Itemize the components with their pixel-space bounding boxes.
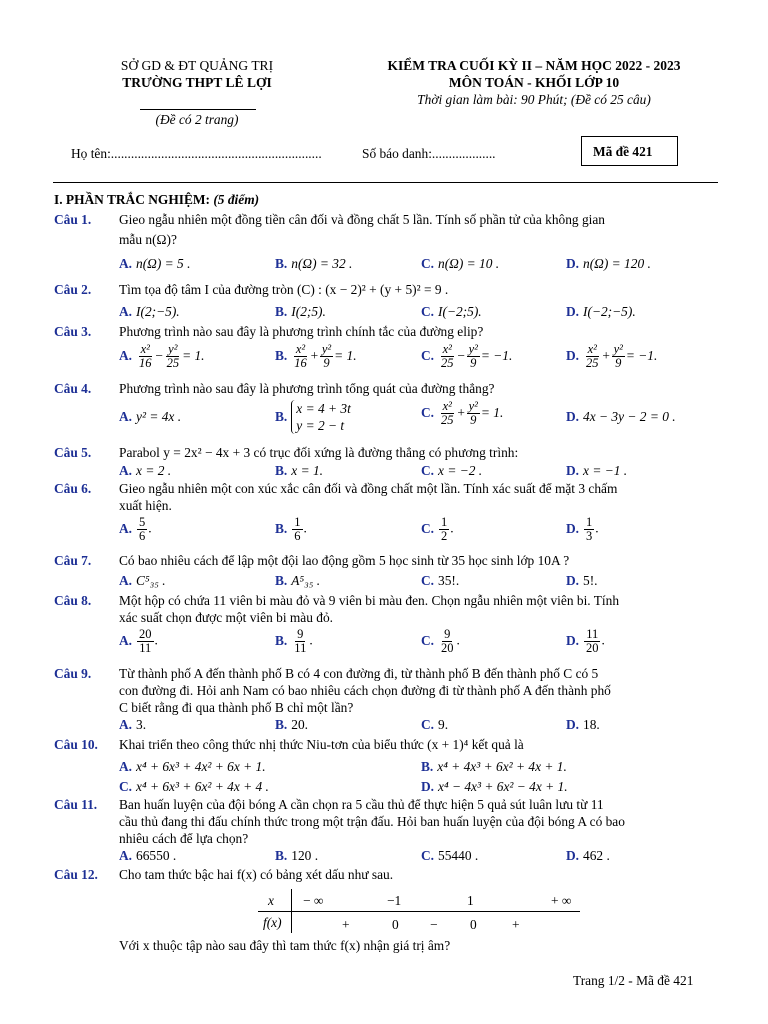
- option-7-b[interactable]: [275, 573, 320, 589]
- sign-table-zero-2: 0: [470, 917, 477, 932]
- option-letter: B.: [275, 848, 288, 863]
- option-letter: C.: [421, 463, 435, 478]
- question-text-8b: xác suất chọn được một viên bi màu đỏ.: [119, 610, 334, 625]
- question-text-5: Parabol y = 2x² − 4x + 3 có trục đối xứng là đường thẳng có phương trình:: [119, 445, 519, 460]
- question-label-11: Câu 11.: [54, 797, 98, 812]
- option-letter: B.: [275, 256, 288, 271]
- question-label-1: Câu 1.: [54, 212, 92, 227]
- question-label-10: Câu 10.: [54, 737, 98, 752]
- department-name: SỞ GD & ĐT QUẢNG TRỊ: [120, 58, 274, 73]
- option-1-d[interactable]: [566, 256, 651, 272]
- option-7-d[interactable]: [566, 573, 598, 589]
- exam-subject: MÔN TOÁN - KHỐI LỚP 10: [448, 75, 620, 90]
- option-letter: B.: [275, 520, 288, 536]
- question-text-9: Từ thành phố A đến thành phố B có 4 con đường đi, từ thành phố B đến thành phố C có 5: [119, 666, 599, 681]
- option-letter: C.: [421, 404, 435, 420]
- question-text-12b: Với x thuộc tập nào sau đây thì tam thức f(x) nhận giá trị âm?: [119, 938, 451, 953]
- option-4-a[interactable]: A. y² = 4x .: [119, 409, 182, 424]
- option-text: 18.: [583, 717, 600, 732]
- sign-table-neg-inf: − ∞: [303, 893, 324, 908]
- option-1-c[interactable]: [421, 256, 499, 272]
- option-text: 9.: [438, 717, 449, 732]
- option-letter: D.: [566, 463, 580, 478]
- option-letter: A.: [119, 256, 133, 271]
- option-11-b[interactable]: [275, 848, 318, 864]
- option-letter: A.: [119, 304, 133, 319]
- option-text: 5!.: [583, 573, 598, 588]
- option-text: 120 .: [291, 848, 319, 863]
- question-label-9: Câu 9.: [54, 666, 92, 681]
- option-3-d[interactable]: D. $\frac{\text{x²}}{25}$ + $\frac{\text{y²}}{9}$ = −1.: [566, 342, 658, 370]
- option-7-c[interactable]: [421, 573, 459, 589]
- option-letter: B.: [275, 632, 288, 648]
- option-text: I(2;−5).: [136, 304, 180, 319]
- option-text: 20.: [291, 717, 309, 732]
- question-text-3: Phương trình nào sau đây là phương trình chính tắc của đường elip?: [119, 324, 484, 339]
- option-letter: B.: [275, 717, 288, 732]
- option-11-d[interactable]: [566, 848, 610, 864]
- option-11-c[interactable]: [421, 848, 478, 864]
- exam-code: Mã đề 421: [593, 144, 653, 159]
- option-5-c[interactable]: [421, 463, 482, 479]
- option-text: x = 1.: [291, 463, 323, 478]
- option-6-a[interactable]: A. $\frac{5}{6}$ .: [119, 515, 152, 543]
- sign-table-sign-2: −: [430, 917, 438, 932]
- question-text-10: Khai triển theo công thức nhị thức Niu-tơn của biểu thức (x + 1)⁴ kết quả là: [119, 737, 524, 752]
- option-7-a[interactable]: [119, 573, 166, 589]
- option-letter: C.: [421, 848, 435, 863]
- option-text: I(2;5).: [291, 304, 326, 319]
- option-text: x = 2 .: [136, 463, 172, 478]
- option-4-b[interactable]: B. x = 4 + 3t y = 2 − t: [275, 401, 351, 433]
- question-text-9b: con đường đi. Hỏi anh Nam có bao nhiêu cách chọn đường đi từ thành phố A đến thành phố: [119, 683, 611, 698]
- option-text: n(Ω) = 120 .: [583, 256, 651, 271]
- question-label-4: Câu 4.: [54, 381, 92, 396]
- option-9-d[interactable]: [566, 717, 600, 733]
- option-letter: D.: [566, 632, 580, 648]
- question-text-8: Một hộp có chứa 11 viên bi màu đỏ và 9 viên bi màu đen. Chọn ngẫu nhiên một viên bi. Tính: [119, 593, 620, 608]
- option-4-d[interactable]: D. 4x − 3y − 2 = 0 .: [566, 409, 676, 424]
- header-divider: [53, 182, 718, 183]
- option-letter: D.: [566, 304, 580, 319]
- option-letter: A.: [119, 573, 133, 588]
- sign-table-sign-3: +: [512, 917, 520, 932]
- sign-table-sign-1: +: [342, 917, 350, 932]
- option-text: x⁴ + 4x³ + 6x² + 4x + 1.: [437, 759, 567, 774]
- option-text: x = −2 .: [438, 463, 483, 478]
- page-footer: Trang 1/2 - Mã đề 421: [573, 973, 694, 988]
- question-text-7: Có bao nhiêu cách để lập một đội lao động gồm 5 học sinh từ 35 học sinh lớp 10A ?: [119, 553, 570, 568]
- option-letter: D.: [566, 717, 580, 732]
- option-2-d[interactable]: [566, 304, 636, 320]
- question-text-4: Phương trình nào sau đây là phương trình tổng quát của đường thẳng?: [119, 381, 495, 396]
- option-text: C⁵₃₅ .: [136, 573, 166, 588]
- question-text-2: Tìm tọa độ tâm I của đường tròn (C) : (x − 2)² + (y + 5)² = 9 .: [119, 282, 449, 297]
- option-letter: C.: [421, 304, 435, 319]
- header-underline-left: [140, 109, 256, 110]
- question-text-9c: C biết rằng đi qua thành phố B chỉ một lần?: [119, 700, 354, 715]
- option-text: A⁵₃₅ .: [291, 573, 321, 588]
- option-letter: B.: [275, 573, 288, 588]
- question-label-2: Câu 2.: [54, 282, 92, 297]
- option-letter: A.: [119, 347, 133, 363]
- option-letter: D.: [566, 409, 580, 424]
- name-field-label: Họ tên:...............................................................: [71, 146, 322, 161]
- option-letter: B.: [275, 463, 288, 478]
- option-text: 3.: [136, 717, 147, 732]
- option-letter: A.: [119, 717, 133, 732]
- section-title: [54, 192, 259, 208]
- option-letter: B.: [275, 347, 288, 363]
- option-letter: C.: [421, 347, 435, 363]
- section-score: (5 điểm): [213, 192, 260, 207]
- option-text: x⁴ + 6x³ + 4x² + 6x + 1.: [136, 759, 266, 774]
- option-text: x = −1 .: [583, 463, 628, 478]
- question-label-12: Câu 12.: [54, 867, 98, 882]
- option-letter: A.: [119, 632, 133, 648]
- option-10-c[interactable]: [119, 779, 269, 795]
- option-8-c[interactable]: C. $\frac{9}{20}$ .: [421, 627, 460, 655]
- option-text: 55440 .: [438, 848, 479, 863]
- school-name: TRƯỜNG THPT LÊ LỢI: [122, 75, 272, 90]
- question-text-12: Cho tam thức bậc hai f(x) có bảng xét dấu như sau.: [119, 867, 394, 882]
- sign-table-zero-1: 0: [392, 917, 399, 932]
- option-letter: A.: [119, 848, 133, 863]
- question-text-11b: cầu thủ đang thi đấu chính thức trong một trận đấu. Hỏi ban huấn luyện của đội bóng A có bao: [119, 814, 625, 829]
- question-text-1b: mẫu n(Ω)?: [119, 232, 177, 247]
- option-8-d[interactable]: D. $\frac{11}{20}$ .: [566, 627, 605, 655]
- question-label-8: Câu 8.: [54, 593, 92, 608]
- sign-table-root-2: 1: [467, 893, 474, 908]
- option-1-a[interactable]: [119, 256, 190, 272]
- question-text-1: Gieo ngẫu nhiên một đồng tiền cân đối và đồng chất 5 lần. Tính số phần tử của không gian: [119, 212, 605, 227]
- sign-table-root-1: −1: [387, 893, 402, 908]
- question-label-7: Câu 7.: [54, 553, 92, 568]
- option-2-b[interactable]: [275, 304, 326, 320]
- option-letter: A.: [119, 463, 133, 478]
- option-6-c[interactable]: C. $\frac{1}{2}$ .: [421, 515, 454, 543]
- option-8-b[interactable]: B. $\frac{9}{11}$ .: [275, 627, 313, 655]
- option-letter: C.: [421, 632, 435, 648]
- option-2-c[interactable]: [421, 304, 482, 320]
- option-text: 35!.: [438, 573, 460, 588]
- option-text: n(Ω) = 10 .: [438, 256, 500, 271]
- id-field-label: Số báo danh:...................: [362, 146, 496, 161]
- option-9-a[interactable]: [119, 717, 146, 733]
- option-10-d[interactable]: [421, 779, 568, 795]
- option-letter: C.: [119, 779, 133, 794]
- option-9-b[interactable]: [275, 717, 308, 733]
- option-letter: C.: [421, 573, 435, 588]
- option-5-d[interactable]: [566, 463, 627, 479]
- option-text: x⁴ − 4x³ + 6x² − 4x + 1.: [438, 779, 568, 794]
- option-letter: B.: [275, 409, 288, 424]
- option-letter: D.: [566, 573, 580, 588]
- option-letter: A.: [119, 409, 133, 424]
- option-letter: D.: [421, 779, 435, 794]
- section-title-text: I. PHẦN TRẮC NGHIỆM:: [54, 192, 210, 207]
- exam-time-note: Thời gian làm bài: 90 Phút; (Đề có 25 câu): [417, 92, 651, 107]
- option-5-b[interactable]: [275, 463, 323, 479]
- question-label-5: Câu 5.: [54, 445, 92, 460]
- sign-table-x-label: x: [268, 893, 274, 908]
- option-9-c[interactable]: [421, 717, 448, 733]
- option-10-a[interactable]: [119, 759, 266, 775]
- option-text: I(−2;5).: [438, 304, 482, 319]
- option-4-c[interactable]: C. $\frac{\text{x²}}{25}$ + $\frac{\text{y²}}{9}$ = 1.: [421, 399, 504, 427]
- option-letter: D.: [566, 256, 580, 271]
- option-6-b[interactable]: B. $\frac{1}{6}$ .: [275, 515, 307, 543]
- option-text: 66550 .: [136, 848, 177, 863]
- option-text: n(Ω) = 32 .: [291, 256, 353, 271]
- option-text: x⁴ + 6x³ + 6x² + 4x + 4 .: [136, 779, 269, 794]
- option-letter: C.: [421, 520, 435, 536]
- option-letter: C.: [421, 256, 435, 271]
- question-label-3: Câu 3.: [54, 324, 92, 339]
- option-6-d[interactable]: D. $\frac{1}{3}$ .: [566, 515, 599, 543]
- option-3-b[interactable]: B. $\frac{\text{x²}}{16}$ + $\frac{\text{y²}}{9}$ = 1.: [275, 342, 357, 370]
- option-letter: C.: [421, 717, 435, 732]
- question-text-6: Gieo ngẫu nhiên một con xúc xắc cân đối và đồng chất một lần. Tính xác suất để mặt 3 chấm: [119, 481, 618, 496]
- option-10-b[interactable]: [421, 759, 567, 775]
- question-label-6: Câu 6.: [54, 481, 92, 496]
- option-letter: D.: [566, 848, 580, 863]
- sign-table-pos-inf: + ∞: [551, 893, 572, 908]
- question-text-6b: xuất hiện.: [119, 498, 172, 513]
- option-letter: A.: [119, 759, 133, 774]
- option-11-a[interactable]: [119, 848, 176, 864]
- option-3-c[interactable]: C. $\frac{\text{x²}}{25}$ − $\frac{\text{y²}}{9}$ = −1.: [421, 342, 513, 370]
- option-5-a[interactable]: [119, 463, 171, 479]
- option-8-a[interactable]: A. $\frac{20}{11}$ .: [119, 627, 158, 655]
- pages-note: (Đề có 2 trang): [155, 112, 239, 127]
- option-letter: B.: [421, 759, 434, 774]
- option-text: 462 .: [583, 848, 610, 863]
- sign-table-col-divider: [291, 889, 292, 933]
- option-letter: A.: [119, 520, 133, 536]
- option-3-a[interactable]: A. $\frac{\text{x²}}{16}$ − $\frac{\text{y²}}{25}$ = 1.: [119, 342, 205, 370]
- option-letter: D.: [566, 347, 580, 363]
- option-2-a[interactable]: [119, 304, 180, 320]
- option-text: I(−2;−5).: [583, 304, 636, 319]
- sign-table-row-divider: [258, 911, 580, 912]
- question-text-11: Ban huấn luyện của đội bóng A cần chọn ra 5 cầu thủ để thực hiện 5 quả sút luân lưu từ 11: [119, 797, 604, 812]
- option-letter: B.: [275, 304, 288, 319]
- sign-table-f-label: f(x): [263, 915, 282, 930]
- option-text: n(Ω) = 5 .: [136, 256, 191, 271]
- exam-title: KIỂM TRA CUỐI KỲ II – NĂM HỌC 2022 - 2023: [387, 58, 681, 73]
- option-letter: D.: [566, 520, 580, 536]
- option-1-b[interactable]: [275, 256, 352, 272]
- question-text-11c: nhiêu cách để lựa chọn?: [119, 831, 249, 846]
